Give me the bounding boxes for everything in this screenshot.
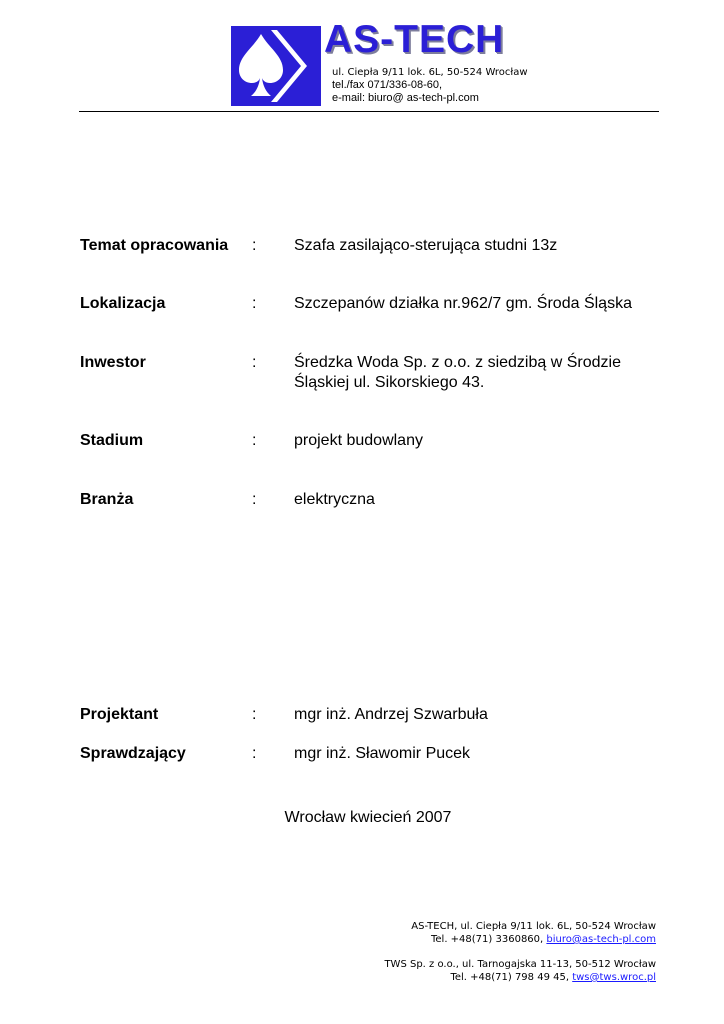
city-date: Wrocław kwiecień 2007 <box>284 809 452 826</box>
field-value: projekt budowlany <box>294 432 423 449</box>
field-label: Sprawdzający <box>80 745 186 762</box>
field-colon: : <box>252 745 257 762</box>
header-divider <box>79 111 659 112</box>
field-colon: : <box>252 237 257 254</box>
header-address: ul. Ciepła 9/11 lok. 6L, 50-524 Wrocław <box>332 67 528 78</box>
header-contact <box>332 66 528 105</box>
footer-email-link[interactable]: biuro@as-tech-pl.com <box>546 934 656 945</box>
field-label: Temat opracowania <box>80 237 229 254</box>
footer-email-link[interactable]: tws@tws.wroc.pl <box>572 972 656 983</box>
field-label: Branża <box>80 491 134 508</box>
header-email: e-mail: biuro@ as-tech-pl.com <box>332 92 479 104</box>
footer-line-as-tech-contact <box>384 933 656 946</box>
field-colon: : <box>252 706 257 723</box>
field-label: Lokalizacja <box>80 295 166 312</box>
field-label: Inwestor <box>80 354 146 371</box>
field-value: Szafa zasilająco-sterująca studni 13z <box>294 237 558 254</box>
field-label: Stadium <box>80 432 144 449</box>
field-value: elektryczna <box>294 491 375 508</box>
field-value: mgr inż. Sławomir Pucek <box>294 745 471 762</box>
field-colon: : <box>252 491 257 508</box>
brand-name: AS-TECH <box>324 18 505 61</box>
field-value: Szczepanów działka nr.962/7 gm. Środa Śląska <box>294 295 632 312</box>
field-colon: : <box>252 354 257 371</box>
footer-spacer <box>384 946 656 958</box>
footer-line-tws-contact <box>384 971 656 984</box>
footer-phone: Tel. +48(71) 798 49 45, <box>450 972 573 983</box>
field-colon: : <box>252 432 257 449</box>
footer-phone: Tel. +48(71) 3360860, <box>430 934 547 945</box>
field-colon: : <box>252 295 257 312</box>
field-label: Projektant <box>80 706 159 723</box>
as-tech-logo-icon <box>231 26 321 106</box>
footer <box>384 920 656 984</box>
field-value: Średzka Woda Sp. z o.o. z siedzibą w Środzie Śląskiej ul. Sikorskiego 43. <box>294 354 621 391</box>
footer-line-tws: TWS Sp. z o.o., ul. Tarnogajska 11-13, 50-512 Wrocław <box>384 959 656 970</box>
header-phone: tel./fax 071/336-08-60, <box>332 79 443 91</box>
field-value: mgr inż. Andrzej Szwarbuła <box>294 706 488 723</box>
footer-line-as-tech: AS-TECH, ul. Ciepła 9/11 lok. 6L, 50-524 Wrocław <box>411 921 656 932</box>
